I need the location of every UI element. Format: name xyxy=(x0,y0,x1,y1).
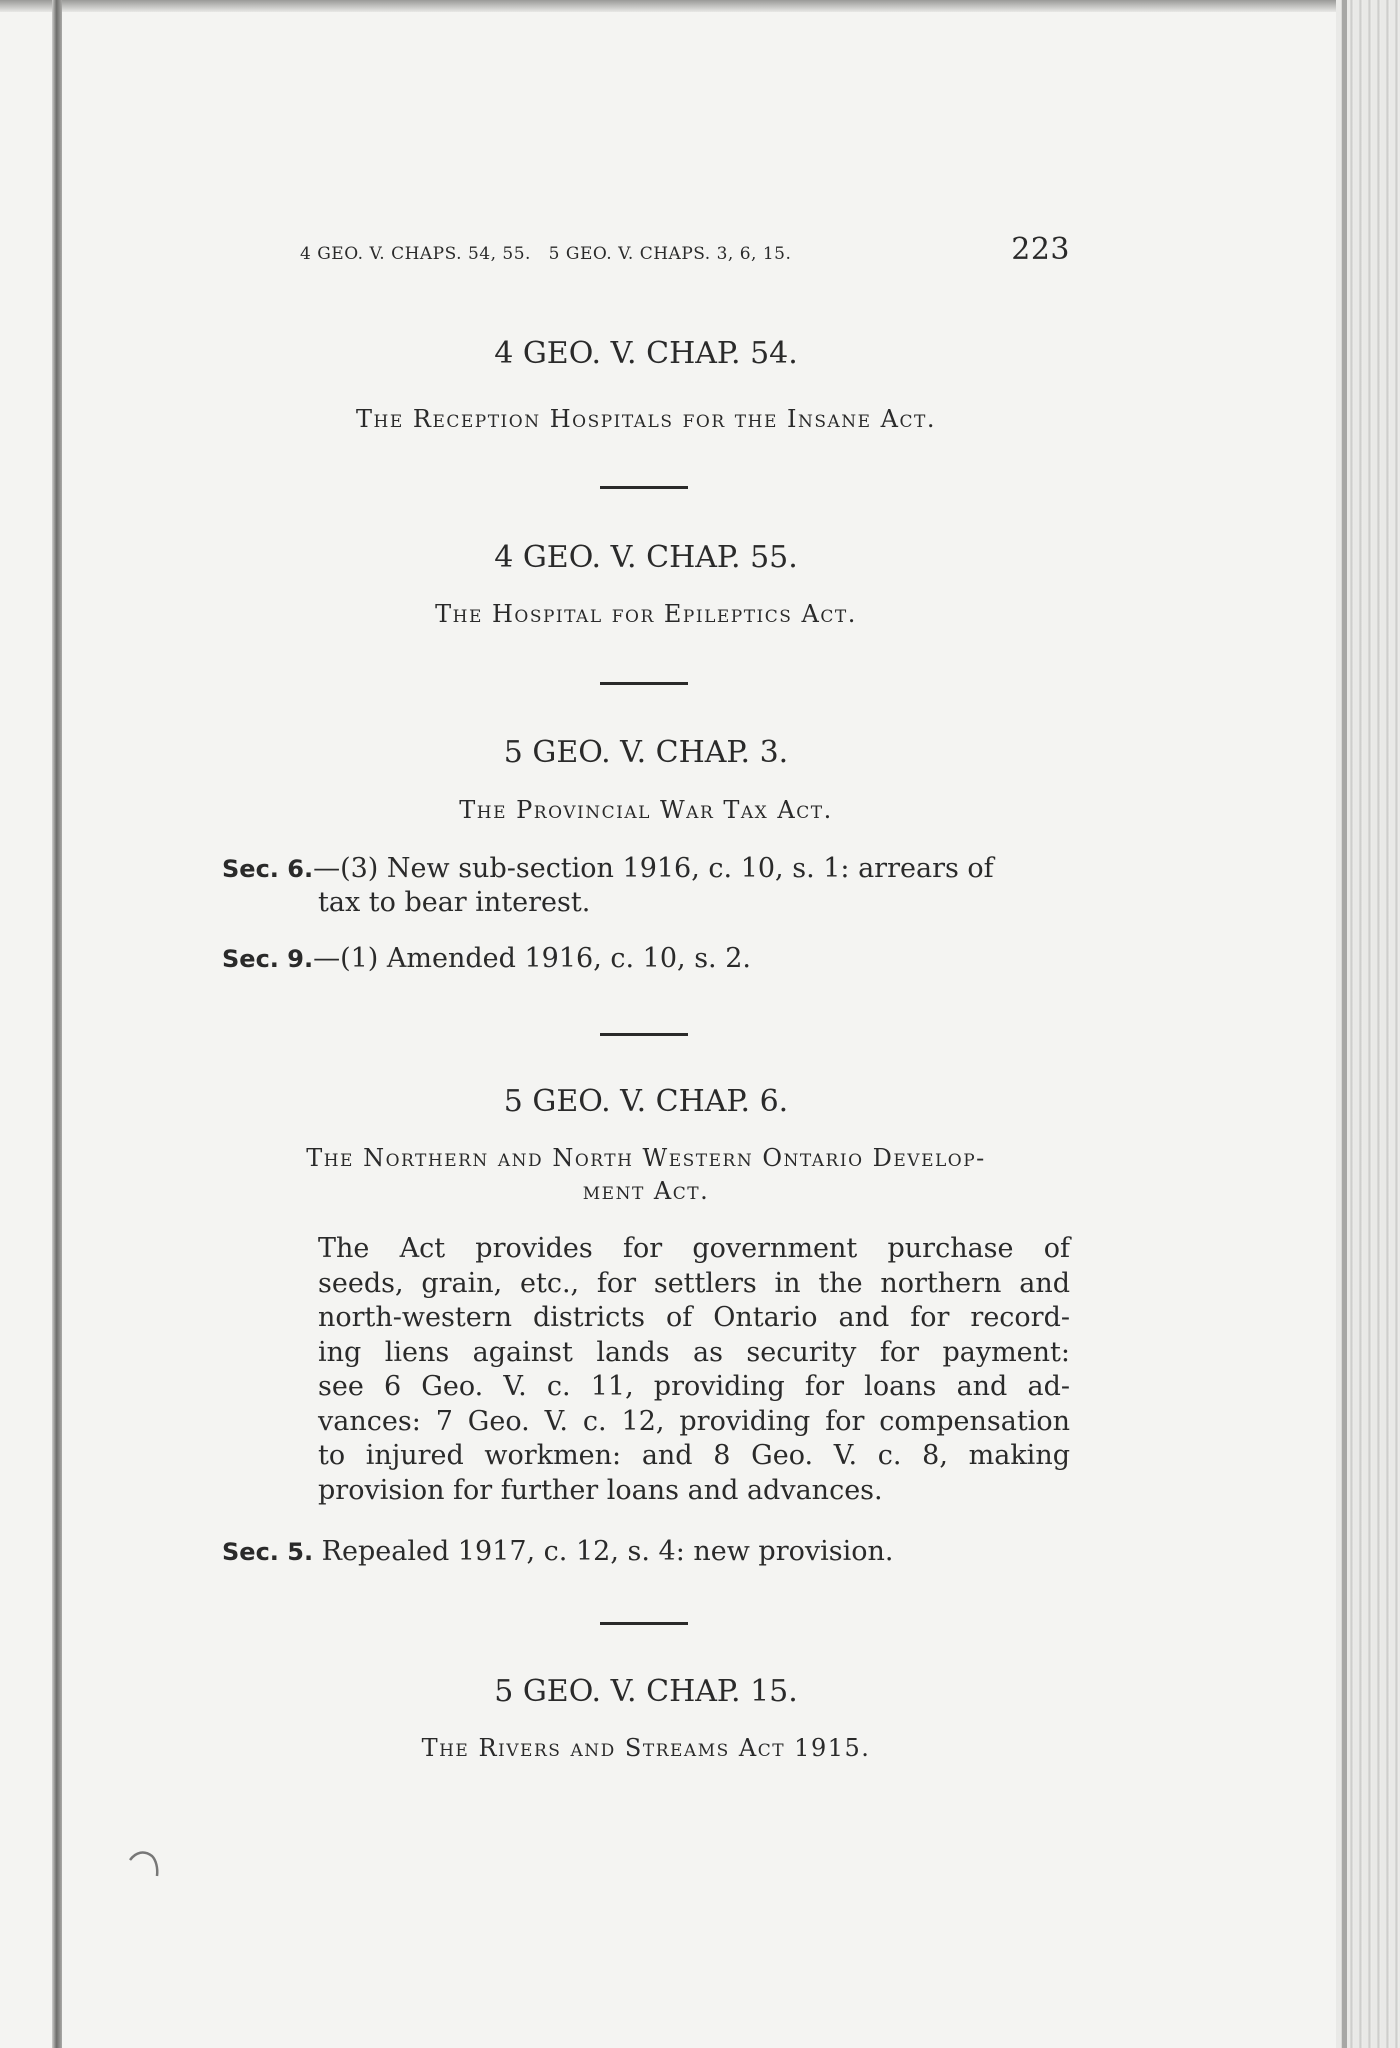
section-divider xyxy=(600,486,688,489)
section-reference: Sec. 5. xyxy=(222,1538,314,1566)
section-divider xyxy=(600,1033,688,1036)
section-note xyxy=(222,1535,1070,1569)
act-title: The Hospital for Epileptics Act. xyxy=(435,600,857,628)
section-note-line xyxy=(222,852,1070,886)
book-spine xyxy=(52,0,62,2048)
act-description xyxy=(318,1232,1070,1508)
section-note-line xyxy=(222,942,1070,976)
paragraph-line: ing liens against lands as security for payment: xyxy=(318,1336,1070,1368)
running-head xyxy=(300,232,1070,267)
act-title: The Northern and North Western Ontario Develop- xyxy=(306,1144,986,1172)
paragraph-line: north-western districts of Ontario and for record- xyxy=(318,1302,1070,1333)
section-reference: Sec. 6. xyxy=(222,855,314,883)
page-edge-shadow xyxy=(1342,0,1347,2048)
section-text: Repealed 1917, c. 12, s. 4: new provision. xyxy=(313,1536,894,1567)
section-text-continuation: tax to bear interest. xyxy=(318,887,591,918)
act-title-continuation: ment Act. xyxy=(582,1177,710,1205)
section-divider xyxy=(600,682,688,685)
paragraph-line: to injured workmen: and 8 Geo. V. c. 8, making xyxy=(318,1440,1070,1471)
page-top-shadow xyxy=(0,0,1400,12)
section-divider xyxy=(600,1622,688,1625)
ink-smudge xyxy=(126,1842,166,1882)
paragraph-line: The Act provides for government purchase of xyxy=(318,1233,1070,1264)
chapter-heading: 4 GEO. V. CHAP. 54. xyxy=(494,336,798,371)
section-note-line xyxy=(222,1535,1070,1569)
paragraph-line: vances: 7 Geo. V. c. 12, providing for compensation xyxy=(318,1405,1070,1437)
running-head-text: 4 GEO. V. CHAPS. 54, 55. 5 GEO. V. CHAPS. 3, 6, 15. xyxy=(300,244,792,264)
paragraph-line: seeds, grain, etc., for settlers in the northern and xyxy=(318,1267,1070,1299)
act-title: The Reception Hospitals for the Insane Act. xyxy=(356,405,936,433)
act-title: The Provincial War Tax Act. xyxy=(459,796,833,824)
chapter-heading: 4 GEO. V. CHAP. 55. xyxy=(494,540,798,575)
section-text: —(1) Amended 1916, c. 10, s. 2. xyxy=(313,943,751,974)
section-reference: Sec. 9. xyxy=(222,945,314,973)
section-text: —(3) New sub-section 1916, c. 10, s. 1: arrears of xyxy=(313,853,994,884)
page-number: 223 xyxy=(1011,232,1070,267)
section-note xyxy=(222,942,1070,976)
chapter-heading: 5 GEO. V. CHAP. 3. xyxy=(503,735,789,770)
section-note xyxy=(222,852,1070,920)
paragraph-line: provision for further loans and advances. xyxy=(318,1474,883,1506)
paragraph-line: see 6 Geo. V. c. 11, providing for loans and ad- xyxy=(318,1371,1070,1402)
act-title: The Rivers and Streams Act 1915. xyxy=(421,1734,871,1762)
chapter-heading: 5 GEO. V. CHAP. 6. xyxy=(503,1084,789,1119)
chapter-heading: 5 GEO. V. CHAP. 15. xyxy=(494,1674,798,1709)
